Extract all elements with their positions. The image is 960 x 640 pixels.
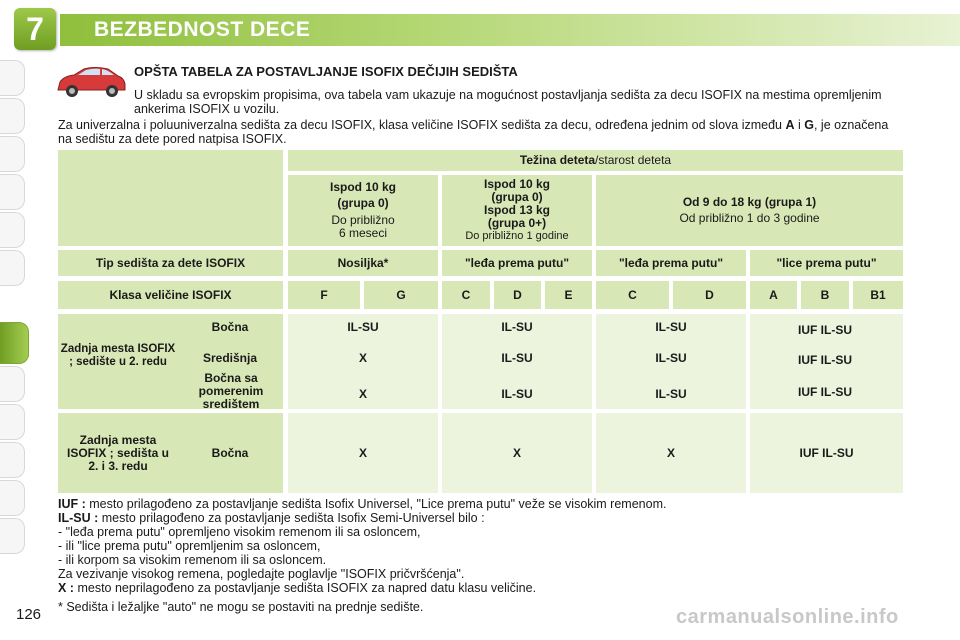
class-f: F <box>288 281 360 309</box>
chapter-tab-10[interactable] <box>0 442 25 478</box>
value-r3-c1: X <box>358 386 367 401</box>
value-r1-c2: IL-SU <box>501 319 533 334</box>
chapter-tabs <box>0 60 32 580</box>
group-0-cell: Ispod 10 kg (grupa 0) Do približno 6 meseci <box>288 175 438 246</box>
class-b1: B1 <box>853 281 903 309</box>
class-c-2: C <box>596 281 669 309</box>
row-2nd-row-label: Zadnja mesta ISOFIX ; sedište u 2. redu <box>60 343 176 368</box>
type-rear-facing-1: "leđa prema putu" <box>442 250 592 276</box>
chapter-tab-2[interactable] <box>0 98 25 134</box>
class-d-2: D <box>673 281 746 309</box>
value-r4-c2: X <box>442 413 592 493</box>
section-title: OPŠTA TABELA ZA POSTAVLJANJE ISOFIX DEČIJIH SEDIŠTA <box>134 64 518 79</box>
group-1-cell: Od 9 do 18 kg (grupa 1) Od približno 1 do 3 godine <box>596 175 903 246</box>
intro-text-2: Za univerzalna i poluuniverzalna sedišta za decu ISOFIX, klasa veličine ISOFIX sedišta za decu, određena jednim od slova između A i G, je označena na sedištu za dete pored natpisa ISOFIX. <box>58 118 889 146</box>
position-side: Bočna <box>211 319 249 334</box>
chapter-tab-6[interactable] <box>0 250 25 286</box>
value-r2-c4: IUF IL-SU <box>798 352 852 367</box>
class-e: E <box>545 281 592 309</box>
legend-iuf: IUF : mesto prilagođeno za postavljanje sedišta Isofix Universel, "Lice prema putu" veže se visokim remenom. <box>58 497 667 511</box>
weight-header: Težina deteta/starost deteta <box>288 150 903 171</box>
legend-ilsu: IL-SU : mesto prilagođeno za postavljanje sedišta Isofix Semi-Universel bilo : <box>58 511 485 525</box>
value-r1-c1: IL-SU <box>347 319 379 334</box>
watermark: carmanualsonline.info <box>676 606 899 628</box>
legend-bullet-3: - ili korpom sa visokim remenom ili sa osloncem. <box>58 553 327 567</box>
class-c: C <box>442 281 490 309</box>
intro-text: U skladu sa evropskim propisima, ova tabela vam ukazuje na mogućnost postavljanja sedišta za decu ISOFIX na mestima opremljenim ankerima ISOFIX u vozilu. <box>134 88 882 116</box>
value-r2-c2: IL-SU <box>501 350 533 365</box>
footnote: * Sedišta i ležaljke "auto" ne mogu se postaviti na prednje sedište. <box>58 600 424 614</box>
class-d: D <box>494 281 541 309</box>
value-r3-c2: IL-SU <box>501 386 533 401</box>
chapter-tab-1[interactable] <box>0 60 25 96</box>
legend-bullet-2: - ili "lice prema putu" opremljenim sa osloncem, <box>58 539 321 553</box>
row-3rd-row-label: Zadnja mesta ISOFIX ; sedišta u 2. i 3. redu <box>66 432 170 473</box>
value-r1-c3: IL-SU <box>655 319 687 334</box>
type-label: Tip sedišta za dete ISOFIX <box>58 250 283 276</box>
header <box>0 0 960 58</box>
value-r4-c1: X <box>288 413 438 493</box>
position-side-3rd: Bočna <box>211 445 249 460</box>
class-label: Klasa veličine ISOFIX <box>58 281 283 309</box>
legend-tether: Za vezivanje visokog remena, pogledajte poglavlje "ISOFIX pričvršćenja". <box>58 567 465 581</box>
value-r3-c4: IUF IL-SU <box>798 384 852 399</box>
position-center: Središnja <box>202 350 258 365</box>
chapter-tab-5[interactable] <box>0 212 25 248</box>
class-g: G <box>364 281 438 309</box>
type-forward-facing: "lice prema putu" <box>750 250 903 276</box>
page-number: 126 <box>16 606 42 623</box>
position-side-offset: Bočna sa pomerenim središtem <box>198 370 264 411</box>
value-r2-c1: X <box>358 350 367 365</box>
value-r4-c4: IUF IL-SU <box>750 413 903 493</box>
chapter-badge: 7 <box>14 8 56 50</box>
chapter-tab-9[interactable] <box>0 404 25 440</box>
chapter-tab-4[interactable] <box>0 174 25 210</box>
value-r3-c3: IL-SU <box>655 386 687 401</box>
chapter-tab-11[interactable] <box>0 480 25 516</box>
chapter-tab-12[interactable] <box>0 518 25 554</box>
group-0-plus-cell: Ispod 10 kg (grupa 0) Ispod 13 kg (grupa 0+) Do približno 1 godine <box>442 175 592 246</box>
legend-x: X : mesto neprilagođeno za postavljanje sedišta ISOFIX za napred datu klasu veličine. <box>58 581 537 595</box>
page-title: BEZBEDNOST DECE <box>94 18 311 41</box>
class-a: A <box>750 281 797 309</box>
type-rear-facing-2: "leđa prema putu" <box>596 250 746 276</box>
chapter-tab-7-active[interactable] <box>0 322 29 364</box>
chapter-tab-3[interactable] <box>0 136 25 172</box>
chapter-tab-8[interactable] <box>0 366 25 402</box>
value-r1-c4: IUF IL-SU <box>798 322 852 337</box>
car-icon <box>54 64 128 100</box>
type-carrycot: Nosiljka* <box>288 250 438 276</box>
value-r4-c3: X <box>596 413 746 493</box>
legend-bullet-1: - "leđa prema putu" opremljeno visokim remenom ili sa osloncem, <box>58 525 421 539</box>
table-corner <box>58 150 283 246</box>
value-r2-c3: IL-SU <box>655 350 687 365</box>
class-b: B <box>801 281 849 309</box>
